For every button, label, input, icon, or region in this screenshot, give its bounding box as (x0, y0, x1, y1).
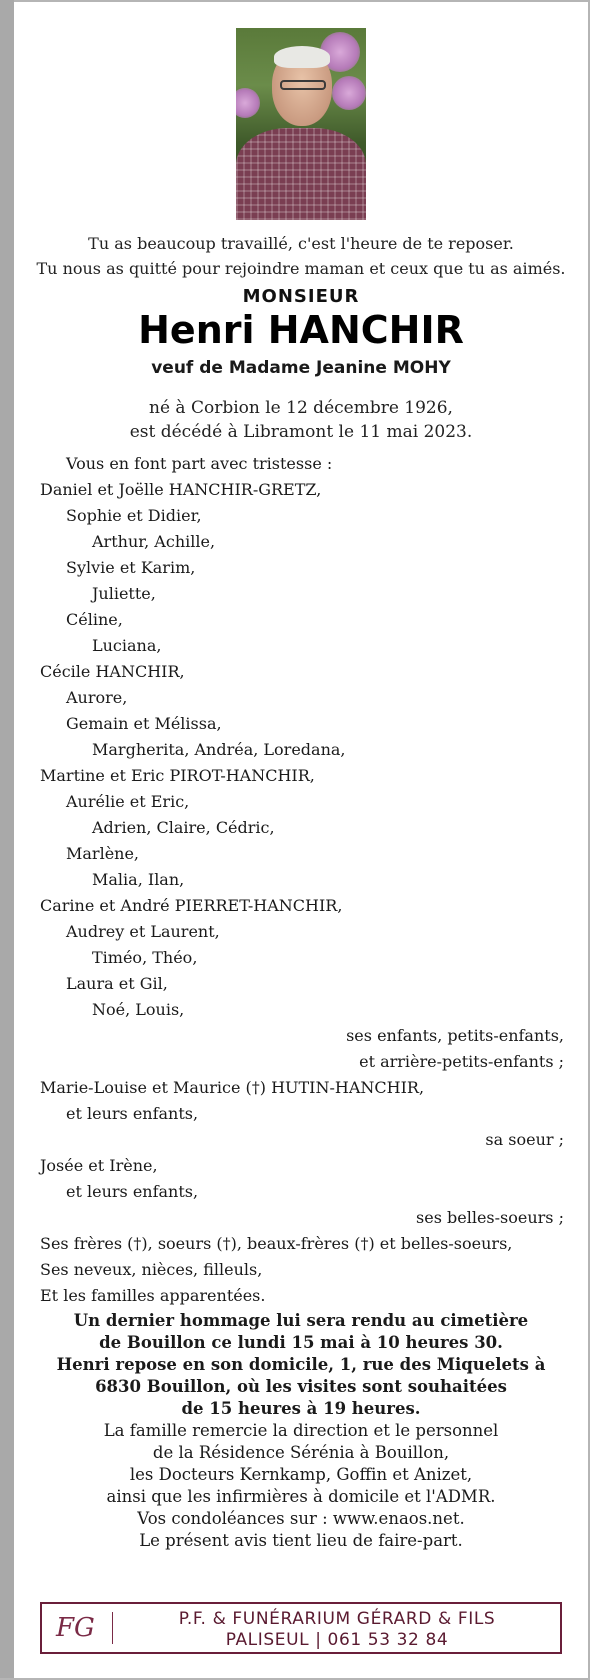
thanks-line: ainsi que les infirmières à domicile et l'ADMR. (106, 1487, 496, 1506)
family-line: Audrey et Laurent, (66, 922, 220, 941)
family-line: Josée et Irène, (40, 1156, 158, 1175)
family-line: Laura et Gil, (66, 974, 168, 993)
family-line: ses belles-soeurs ; (416, 1208, 564, 1227)
family-line: Céline, (66, 610, 123, 629)
family-line: Timéo, Théo, (92, 948, 198, 967)
family-line: Marie-Louise et Maurice (†) HUTIN-HANCHIR, (40, 1078, 425, 1097)
birth-line: né à Corbion le 12 décembre 1926, (149, 398, 453, 418)
family-line: Gemain et Mélissa, (66, 714, 222, 733)
closing-notice (14, 1310, 588, 1552)
thanks-line: les Docteurs Kernkamp, Goffin et Anizet, (129, 1465, 473, 1484)
family-line: Carine et André PIERRET-HANCHIR, (40, 896, 343, 915)
family-line: et leurs enfants, (66, 1182, 199, 1201)
family-line: Ses neveux, nièces, filleuls, (40, 1260, 263, 1279)
family-line: Juliette, (92, 584, 156, 603)
portrait-photo (236, 28, 366, 220)
ceremony-line: de 15 heures à 19 heures. (181, 1399, 421, 1418)
family-line: Daniel et Joëlle HANCHIR-GRETZ, (40, 480, 322, 499)
epitaph-quote (14, 231, 588, 281)
honorific-title: MONSIEUR (242, 286, 360, 307)
family-line: et arrière-petits-enfants ; (359, 1052, 564, 1071)
divider (112, 1612, 113, 1644)
portrait-hair (274, 46, 330, 68)
funeral-home-logo: FG (56, 1613, 95, 1643)
family-line: Margherita, Andréa, Loredana, (92, 740, 346, 759)
quote-line: Tu as beaucoup travaillé, c'est l'heure de te reposer. (88, 234, 514, 253)
funeral-home-name: P.F. & FUNÉRARIUM GÉRARD & FILS (178, 1609, 496, 1629)
page-border-top (0, 0, 590, 2)
family-line: Aurélie et Eric, (66, 792, 190, 811)
family-line: ses enfants, petits-enfants, (346, 1026, 564, 1045)
ceremony-line: de Bouillon ce lundi 15 mai à 10 heures 30. (99, 1333, 503, 1352)
family-line: Luciana, (92, 636, 162, 655)
thanks-line: La famille remercie la direction et le personnel (103, 1421, 499, 1440)
family-line: Vous en font part avec tristesse : (66, 454, 333, 473)
family-line: Arthur, Achille, (92, 532, 216, 551)
widow-line: veuf de Madame Jeanine MOHY (151, 358, 451, 378)
family-list (40, 451, 564, 1309)
deceased-name: Henri HANCHIR (138, 308, 464, 352)
birth-death-info (14, 396, 588, 444)
ceremony-line: 6830 Bouillon, où les visites sont souhaitées (95, 1377, 507, 1396)
portrait-shirt (236, 128, 366, 220)
family-line: Marlène, (66, 844, 140, 863)
notice-line: Le présent avis tient lieu de faire-part. (139, 1531, 463, 1550)
ceremony-line: Henri repose en son domicile, 1, rue des Miquelets à (56, 1355, 546, 1374)
family-line: Aurore, (66, 688, 128, 707)
ceremony-line: Un dernier hommage lui sera rendu au cimetière (73, 1311, 529, 1330)
page-border-left (0, 0, 14, 1680)
death-line: est décédé à Libramont le 11 mai 2023. (129, 422, 473, 442)
portrait-glasses (280, 80, 326, 90)
family-line: Et les familles apparentées. (40, 1286, 266, 1305)
family-line: Noé, Louis, (92, 1000, 185, 1019)
thanks-line: de la Résidence Sérénia à Bouillon, (152, 1443, 450, 1462)
quote-line: Tu nous as quitté pour rejoindre maman et ceux que tu as aimés. (36, 259, 566, 278)
family-line: Sophie et Didier, (66, 506, 202, 525)
family-line: sa soeur ; (485, 1130, 564, 1149)
family-line: Cécile HANCHIR, (40, 662, 185, 681)
family-line: Martine et Eric PIROT-HANCHIR, (40, 766, 315, 785)
flower-decoration (332, 76, 366, 110)
flower-decoration (236, 88, 260, 118)
family-line: Sylvie et Karim, (66, 558, 196, 577)
family-line: Ses frères (†), soeurs (†), beaux-frères (†) et belles-soeurs, (40, 1234, 513, 1253)
funeral-home-banner (40, 1602, 562, 1654)
family-line: Malia, Ilan, (92, 870, 185, 889)
family-line: et leurs enfants, (66, 1104, 199, 1123)
condolences-line: Vos condoléances sur : www.enaos.net. (137, 1509, 465, 1528)
funeral-home-contact: PALISEUL | 061 53 32 84 (225, 1630, 449, 1650)
family-line: Adrien, Claire, Cédric, (92, 818, 275, 837)
